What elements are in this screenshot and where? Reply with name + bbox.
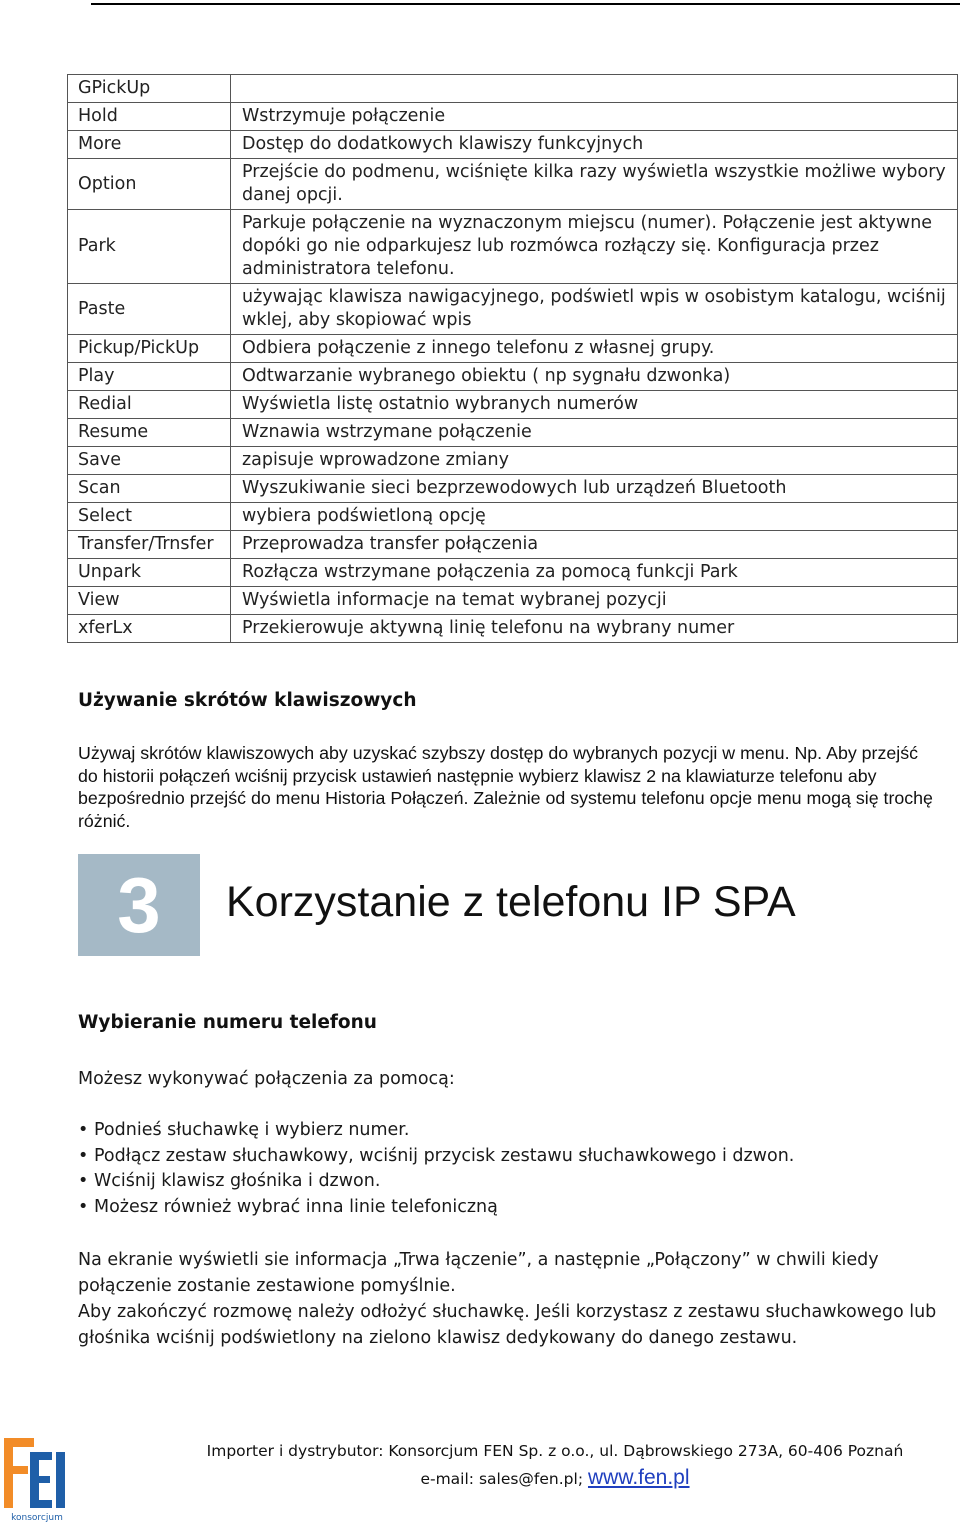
- softkey-description: Przejście do podmenu, wciśnięte kilka razy wyświetla wszystkie możliwe wybory danej opcji.: [231, 159, 958, 210]
- list-item: • Podnieś słuchawkę i wybierz numer.: [78, 1118, 794, 1144]
- dialing-intro: Możesz wykonywać połączenia za pomocą:: [78, 1069, 455, 1089]
- table-row: [68, 363, 958, 391]
- softkey-description: Dostęp do dodatkowych klawiszy funkcyjnych: [231, 131, 958, 159]
- softkey-name: More: [68, 131, 231, 159]
- dialing-paragraph-end-call: Aby zakończyć rozmowę należy odłożyć słuchawkę. Jeśli korzystasz z zestawu słuchawkowego lub głośnika wciśnij podświetlony na zielono klawisz dedykowany do danego zestawu.: [78, 1302, 937, 1348]
- website-link[interactable]: www.fen.pl: [587, 1466, 690, 1489]
- softkey-description: Przeprowadza transfer połączenia: [231, 531, 958, 559]
- dialing-paragraph-status: Na ekranie wyświetli sie informacja „Trwa łączenie”, a następnie „Połączony” w chwili kiedy połączenie zostanie zestawione pomyślnie.: [78, 1250, 879, 1296]
- footer-contact: [0, 1466, 960, 1490]
- softkey-name: Unpark: [68, 559, 231, 587]
- logo-wordmark: konsorcjum: [11, 1513, 63, 1522]
- softkey-name: GPickUp: [68, 75, 231, 103]
- dialing-bullet-list: [78, 1118, 794, 1220]
- top-rule: [91, 3, 960, 5]
- table-row: [68, 335, 958, 363]
- softkey-description: [231, 75, 958, 103]
- table-row: [68, 531, 958, 559]
- softkey-description: Odbiera połączenie z innego telefonu z własnej grupy.: [231, 335, 958, 363]
- table-row: [68, 284, 958, 335]
- table-row: [68, 391, 958, 419]
- shortcuts-paragraph: Używaj skrótów klawiszowych aby uzyskać szybszy dostęp do wybranych pozycji w menu. Np. Aby przejść do historii połączeń wciśnij przycisk ustawień następnie wybierz klawisz 2 na klawiaturze telefonu aby bezpośrednio przejść do menu Historia Połączeń. Zależnie od systemu telefonu opcje menu mogą się trochę różnić.: [78, 743, 933, 831]
- softkey-table: [67, 74, 958, 643]
- softkey-description: wybiera podświetloną opcję: [231, 503, 958, 531]
- table-row: [68, 503, 958, 531]
- softkey-description: Odtwarzanie wybranego obiektu ( np sygnału dzwonka): [231, 363, 958, 391]
- chapter-number: 3: [117, 861, 161, 949]
- list-item: • Możesz również wybrać inna linie telefoniczną: [78, 1195, 794, 1221]
- softkey-description: Wznawia wstrzymane połączenie: [231, 419, 958, 447]
- table-row: [68, 131, 958, 159]
- table-row: [68, 475, 958, 503]
- softkey-name: Select: [68, 503, 231, 531]
- softkey-description: zapisuje wprowadzone zmiany: [231, 447, 958, 475]
- softkey-name: Option: [68, 159, 231, 210]
- table-row: [68, 103, 958, 131]
- table-row: [68, 419, 958, 447]
- softkey-name: Redial: [68, 391, 231, 419]
- shortcuts-heading: Używanie skrótów klawiszowych: [78, 690, 417, 711]
- softkey-name: Hold: [68, 103, 231, 131]
- softkey-name: Save: [68, 447, 231, 475]
- softkey-description: Parkuje połączenie na wyznaczonym miejscu (numer). Połączenie jest aktywne dopóki go nie odparkujesz lub rozmówca rozłączy się. Konfiguracja przez administratora telefonu.: [231, 210, 958, 284]
- softkey-name: Park: [68, 210, 231, 284]
- softkey-name: Play: [68, 363, 231, 391]
- softkey-description: Rozłącza wstrzymane połączenia za pomocą funkcji Park: [231, 559, 958, 587]
- footer-email: e-mail: sales@fen.pl;: [420, 1470, 584, 1488]
- table-row: [68, 559, 958, 587]
- table-row: [68, 615, 958, 643]
- softkey-name: Pickup/PickUp: [68, 335, 231, 363]
- table-row: [68, 210, 958, 284]
- table-row: [68, 159, 958, 210]
- dialing-heading: Wybieranie numeru telefonu: [78, 1012, 377, 1033]
- softkey-description: Wyświetla listę ostatnio wybranych numerów: [231, 391, 958, 419]
- softkey-name: xferLx: [68, 615, 231, 643]
- softkey-description: Przekierowuje aktywną linię telefonu na wybrany numer: [231, 615, 958, 643]
- chapter-title: Korzystanie z telefonu IP SPA: [226, 878, 796, 926]
- footer-importer: Importer i dystrybutor: Konsorcjum FEN Sp. z o.o., ul. Dąbrowskiego 273A, 60-406 Poznań: [206, 1442, 904, 1460]
- softkey-name: Transfer/Trnsfer: [68, 531, 231, 559]
- softkey-description: Wyszukiwanie sieci bezprzewodowych lub urządzeń Bluetooth: [231, 475, 958, 503]
- table-row: [68, 447, 958, 475]
- softkey-name: Paste: [68, 284, 231, 335]
- list-item: • Wciśnij klawisz głośnika i dzwon.: [78, 1169, 794, 1195]
- table-row: [68, 587, 958, 615]
- softkey-name: Scan: [68, 475, 231, 503]
- softkey-name: Resume: [68, 419, 231, 447]
- softkey-description: Wstrzymuje połączenie: [231, 103, 958, 131]
- chapter-number-box: [78, 854, 200, 956]
- softkey-name: View: [68, 587, 231, 615]
- list-item: • Podłącz zestaw słuchawkowy, wciśnij przycisk zestawu słuchawkowego i dzwon.: [78, 1144, 794, 1170]
- table-row: [68, 75, 958, 103]
- softkey-description: używając klawisza nawigacyjnego, podświetl wpis w osobistym katalogu, wciśnij wklej, aby skopiować wpis: [231, 284, 958, 335]
- softkey-description: Wyświetla informacje na temat wybranej pozycji: [231, 587, 958, 615]
